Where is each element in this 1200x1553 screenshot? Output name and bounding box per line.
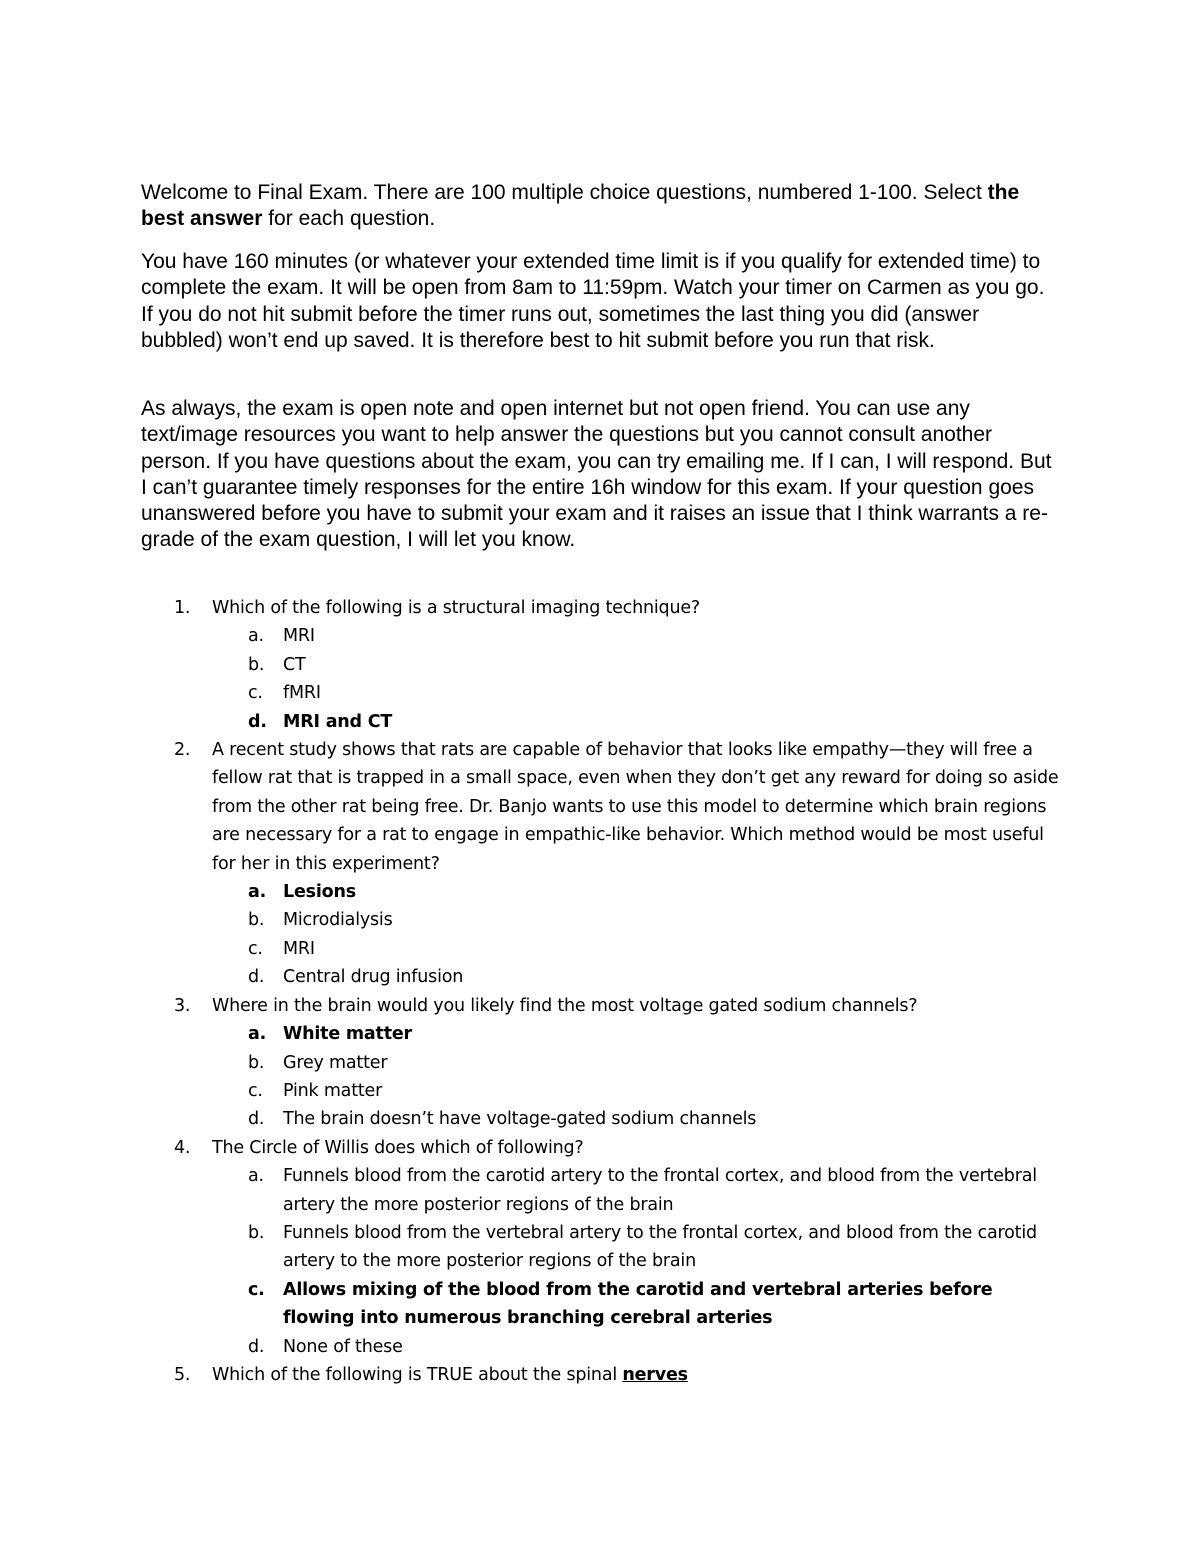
option-correct [0, 708, 1200, 736]
option [0, 1049, 1200, 1077]
question-3 [0, 992, 1200, 1020]
option-letter: c. [248, 1279, 265, 1300]
question-text: Which of the following is TRUE about the spinal [212, 1364, 623, 1385]
option-text: Central drug infusion [283, 967, 464, 988]
option-text: MRI [283, 938, 315, 959]
intro-paragraph-1 [141, 180, 1061, 233]
option-letter: d. [248, 711, 267, 732]
question-underlined-word: nerves [622, 1364, 688, 1385]
intro-bold-phrase: the best answer [141, 181, 1020, 231]
option-letter: c. [248, 938, 263, 959]
option-text: fMRI [283, 683, 321, 704]
option [0, 679, 1200, 707]
option [0, 1105, 1200, 1133]
option [0, 622, 1200, 650]
option-letter: b. [248, 910, 265, 931]
option-correct [0, 1020, 1200, 1048]
intro-text: Welcome to Final Exam. There are 100 multiple choice questions, numbered 1-100. Select [141, 181, 988, 204]
option-letter: b. [248, 654, 265, 675]
option [0, 1077, 1200, 1105]
option [0, 935, 1200, 963]
option-letter: d. [248, 1336, 265, 1357]
question-list [0, 594, 1200, 1389]
option-letter: a. [248, 1024, 267, 1045]
option-letter: d. [248, 967, 265, 988]
option-letter: a. [248, 626, 264, 647]
option-text: MRI and CT [283, 711, 393, 732]
question-number: 5. [174, 1364, 191, 1385]
option-text: Grey matter [283, 1052, 388, 1073]
option-letter: d. [248, 1109, 265, 1130]
option-letter: c. [248, 1080, 263, 1101]
question-number: 4. [174, 1137, 191, 1158]
option-letter: a. [248, 882, 267, 903]
option-letter: b. [248, 1222, 265, 1243]
option-text: Microdialysis [283, 910, 393, 931]
question-text: Where in the brain would you likely find the most voltage gated sodium channels? [212, 995, 918, 1016]
question-number: 1. [174, 598, 191, 618]
question-number: 2. [174, 740, 191, 761]
intro-paragraph-2: You have 160 minutes (or whatever your extended time limit is if you qualify for extended time) to complete the exam. It will be open from 8am to 11:59pm. Watch your timer on Carmen as you go. If you do not hit submit before the timer runs out, sometimes the last thing you did (answer bubbled) won’t end up saved. It is therefore best to hit submit before you run that risk. [141, 250, 1045, 352]
option-text: Funnels blood from the vertebral artery to the frontal cortex, and blood from the carotid artery to the more posterior regions of the brain [283, 1222, 1037, 1272]
question-4 [0, 1134, 1200, 1162]
option-text: Lesions [283, 882, 356, 903]
option-letter: b. [248, 1052, 265, 1073]
option-text: None of these [283, 1336, 403, 1357]
option-letter: c. [248, 683, 263, 704]
option-letter: a. [248, 1166, 264, 1187]
question-text: The Circle of Willis does which of following? [212, 1137, 584, 1158]
option [0, 651, 1200, 679]
option-text: MRI [283, 626, 315, 647]
option-text: Pink matter [283, 1080, 383, 1101]
option [0, 906, 1200, 934]
option-correct [0, 1276, 1063, 1333]
intro-paragraph-3: As always, the exam is open note and open internet but not open friend. You can use any text/image resources you want to help answer the questions but you cannot consult another person. If you have questions about the exam, you can try emailing me. If I can, I will respond. But I can’t guarantee timely responses for the entire 16h window for this exam. If your question goes unanswered before you have to submit your exam and it raises an issue that I think warrants a re-grade of the exam question, I will let you know. [141, 397, 1052, 552]
question-1 [0, 594, 1200, 622]
question-2 [0, 736, 1072, 878]
option-text: Allows mixing of the blood from the carotid and vertebral arteries before flowing into numerous branching cerebral arteries [283, 1279, 993, 1329]
option-text: Funnels blood from the carotid artery to the frontal cortex, and blood from the vertebral artery the more posterior regions of the brain [283, 1166, 1037, 1215]
option-text: The brain doesn’t have voltage-gated sodium channels [283, 1109, 757, 1130]
question-number: 3. [174, 995, 191, 1016]
option [0, 1219, 1063, 1276]
question-5 [0, 1361, 1200, 1389]
question-text: Which of the following is a structural imaging technique? [212, 598, 701, 618]
option [0, 1162, 1063, 1219]
option-text: White matter [283, 1024, 412, 1045]
option [0, 1333, 1200, 1361]
option-text: CT [283, 654, 306, 675]
option-correct [0, 878, 1200, 906]
intro-text: for each question. [262, 207, 436, 231]
option [0, 963, 1200, 991]
question-text: A recent study shows that rats are capable of behavior that looks like empathy—they will free a fellow rat that is trapped in a small space, even when they don’t get any reward for doing so aside from the other rat being free. Dr. Banjo wants to use this model to determine which brain regions are necessary for a rat to engage in empathic-like behavior. Which method would be most useful for her in this experiment? [212, 740, 1059, 874]
